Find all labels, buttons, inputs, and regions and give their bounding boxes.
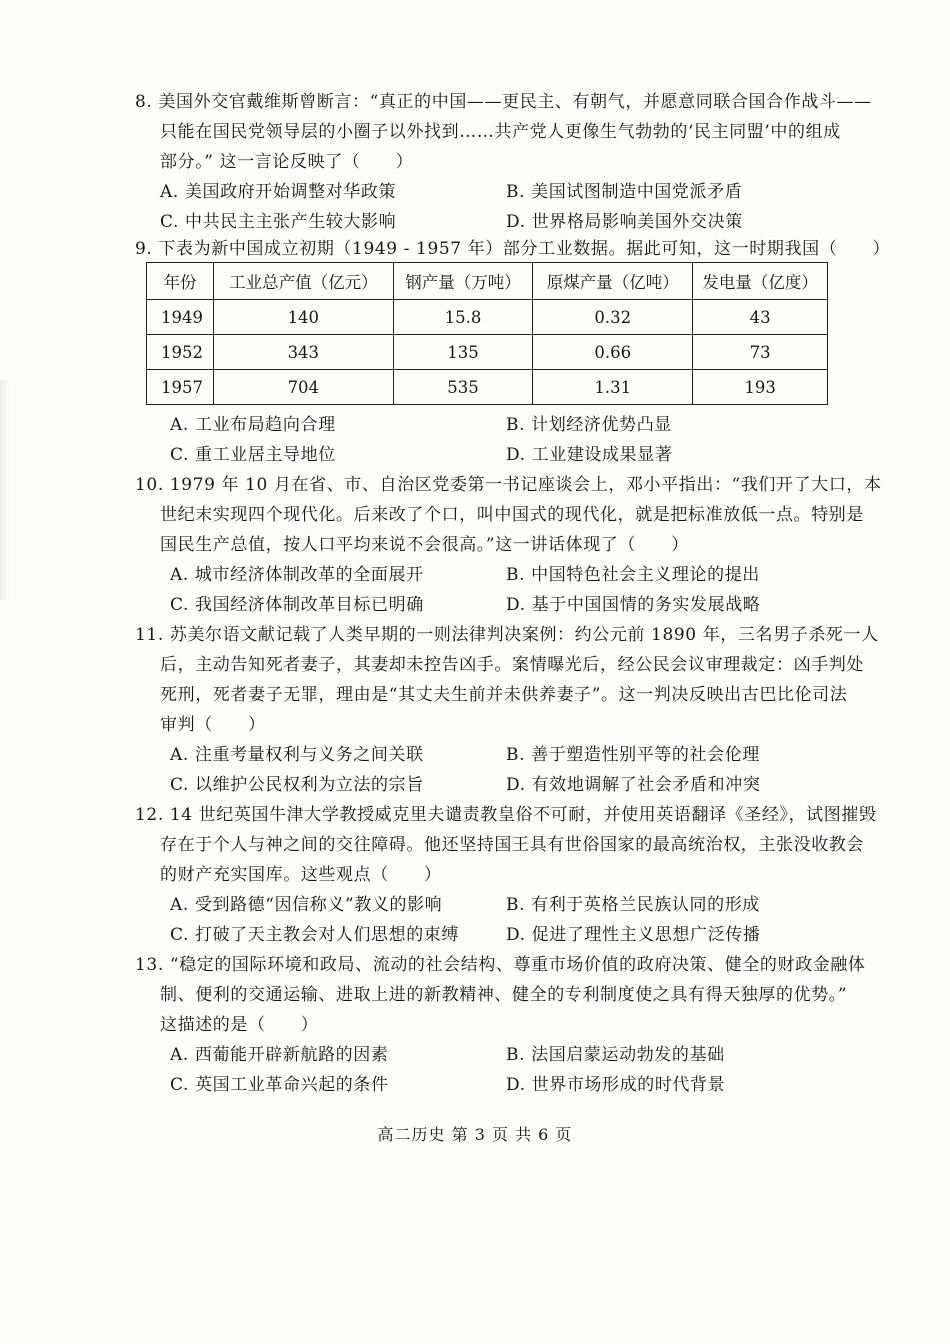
q10-line-2: 世纪末实现四个现代化。后来改了个口，叫中国式的现代化，就是把标准放低一点。特别是 bbox=[160, 505, 864, 525]
q10-option-b: B. 中国特色社会主义理论的提出 bbox=[506, 565, 760, 585]
q10-line-1: 10. 1979 年 10 月在省、市、自治区党委第一书记座谈会上，邓小平指出：“我们开了大口，本 bbox=[135, 475, 882, 495]
table-header: 工业总产值（亿元） bbox=[213, 263, 393, 300]
table-cell: 343 bbox=[213, 335, 393, 370]
table-cell: 704 bbox=[213, 370, 393, 405]
q11-option-c: C. 以维护公民权利为立法的宗旨 bbox=[170, 775, 424, 795]
q9-option-a: A. 工业布局趋向合理 bbox=[170, 415, 336, 435]
q8-option-a: A. 美国政府开始调整对华政策 bbox=[160, 182, 397, 202]
q12-line-2: 存在于个人与神之间的交往障碍。他还坚持国王具有世俗国家的最高统治权，主张没收教会 bbox=[160, 835, 864, 855]
scan-shadow bbox=[0, 380, 10, 600]
table-header: 钢产量（万吨） bbox=[393, 263, 533, 300]
table-cell: 193 bbox=[693, 370, 828, 405]
q8-option-d: D. 世界格局影响美国外交决策 bbox=[506, 212, 743, 232]
q13-option-b: B. 法国启蒙运动勃发的基础 bbox=[506, 1045, 725, 1065]
q8-line-2: 只能在国民党领导层的小圈子以外找到……共产党人更像生气勃勃的‘民主同盟’中的组成 bbox=[160, 122, 841, 142]
q9-option-d: D. 工业建设成果显著 bbox=[506, 445, 673, 465]
page-footer: 高二历史 第 3 页 共 6 页 bbox=[377, 1125, 573, 1144]
table-header: 年份 bbox=[147, 263, 214, 300]
q13-line-2: 制、便利的交通运输、进取上进的新教精神、健全的专利制度使之具有得天独厚的优势。” bbox=[160, 985, 848, 1005]
table-cell: 1.31 bbox=[533, 370, 693, 405]
q9-stem: 9. 下表为新中国成立初期（1949 - 1957 年）部分工业数据。据此可知，这一时期我国（ ） bbox=[135, 239, 891, 259]
q12-option-d: D. 促进了理性主义思想广泛传播 bbox=[506, 925, 761, 945]
q11-line-4: 审判（ ） bbox=[160, 715, 266, 735]
q8-option-b: B. 美国试图制造中国党派矛盾 bbox=[506, 182, 743, 202]
table-cell: 15.8 bbox=[393, 300, 533, 335]
q12-option-c: C. 打破了天主教会对人们思想的束缚 bbox=[170, 925, 460, 945]
table-cell: 1949 bbox=[147, 300, 214, 335]
q11-line-2: 后，主动告知死者妻子，其妻却未控告凶手。案情曝光后，经公民会议审理裁定：凶手判处 bbox=[160, 655, 864, 675]
q13-line-1: 13. “稳定的国际环境和政局、流动的社会结构、尊重市场价值的政府决策、健全的财政金融体 bbox=[135, 955, 866, 975]
table-cell: 1957 bbox=[147, 370, 214, 405]
table-header: 发电量（亿度） bbox=[693, 263, 828, 300]
q8-option-c: C. 中共民主主张产生较大影响 bbox=[160, 212, 397, 232]
q10-line-3: 国民生产总值，按人口平均来说不会很高。”这一讲话体现了（ ） bbox=[160, 535, 689, 555]
q11-option-a: A. 注重考量权利与义务之间关联 bbox=[170, 745, 424, 765]
table-cell: 140 bbox=[213, 300, 393, 335]
q13-option-c: C. 英国工业革命兴起的条件 bbox=[170, 1075, 389, 1095]
q13-line-3: 这描述的是（ ） bbox=[160, 1015, 319, 1035]
q8-line-1: 8. 美国外交官戴维斯曾断言：“真正的中国——更民主、有朝气，并愿意同联合国合作战斗—— bbox=[135, 92, 872, 112]
table-cell: 73 bbox=[693, 335, 828, 370]
q11-line-3: 死刑，死者妻子无罪，理由是“其丈夫生前并未供养妻子”。这一判决反映出古巴比伦司法 bbox=[160, 685, 848, 705]
q12-option-b: B. 有利于英格兰民族认同的形成 bbox=[506, 895, 760, 915]
q9-option-c: C. 重工业居主导地位 bbox=[170, 445, 336, 465]
q10-option-d: D. 基于中国国情的务实发展战略 bbox=[506, 595, 761, 615]
q10-option-a: A. 城市经济体制改革的全面展开 bbox=[170, 565, 424, 585]
q11-option-b: B. 善于塑造性别平等的社会伦理 bbox=[506, 745, 760, 765]
table-cell: 135 bbox=[393, 335, 533, 370]
q11-line-1: 11. 苏美尔语文献记载了人类早期的一则法律判决案例：约公元前 1890 年，三名男子杀死一人 bbox=[135, 625, 879, 645]
q13-option-a: A. 西葡能开辟新航路的因素 bbox=[170, 1045, 389, 1065]
table-cell: 0.66 bbox=[533, 335, 693, 370]
table-header-row bbox=[147, 263, 828, 300]
table-cell: 0.32 bbox=[533, 300, 693, 335]
table-cell: 535 bbox=[393, 370, 533, 405]
q9-option-b: B. 计划经济优势凸显 bbox=[506, 415, 672, 435]
table-row bbox=[147, 370, 828, 405]
table-header: 原煤产量（亿吨） bbox=[533, 263, 693, 300]
q12-line-1: 12. 14 世纪英国牛津大学教授威克里夫谴责教皇俗不可耐，并使用英语翻译《圣经》，试图摧毁 bbox=[135, 805, 877, 825]
q12-option-a: A. 受到路德“因信称义”教义的影响 bbox=[170, 895, 443, 915]
table-row bbox=[147, 335, 828, 370]
table-cell: 43 bbox=[693, 300, 828, 335]
q13-option-d: D. 世界市场形成的时代背景 bbox=[506, 1075, 726, 1095]
q11-option-d: D. 有效地调解了社会矛盾和冲突 bbox=[506, 775, 761, 795]
table-row bbox=[147, 300, 828, 335]
q8-line-3: 部分。” 这一言论反映了（ ） bbox=[160, 152, 414, 172]
q12-line-3: 的财产充实国库。这些观点（ ） bbox=[160, 865, 442, 885]
q10-option-c: C. 我国经济体制改革目标已明确 bbox=[170, 595, 424, 615]
table-cell: 1952 bbox=[147, 335, 214, 370]
industry-data-table bbox=[146, 262, 828, 405]
